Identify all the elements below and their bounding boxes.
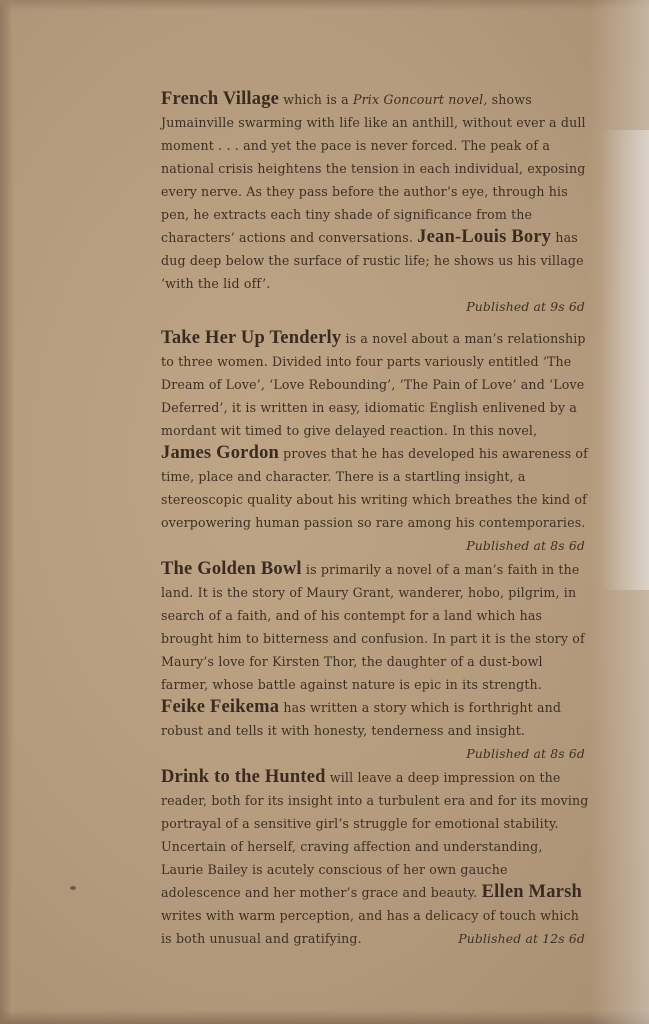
book-title: The Golden Bowl <box>161 559 302 579</box>
blurb-text-part: will leave a deep impression on the reader, both for its insight into a turbulent era and for its moving portrayal of a sensitive girl’s struggle for emotional stability. Uncertain of herself, craving affection and understanding, Laurie Bailey is acutely conscious of her own gauche adolescence and her mother’s grace and beauty. <box>161 770 589 900</box>
prize-name: Prix Goncourt novel, <box>352 92 488 107</box>
blurb-take-her-up-tenderly <box>161 327 589 557</box>
cover-bottom-edge <box>0 1010 649 1024</box>
cover-top-edge <box>0 0 649 10</box>
blurb-the-golden-bowl <box>161 558 589 765</box>
published-price: Published at 8s 6d <box>466 746 585 761</box>
blurb-text <box>161 766 589 950</box>
book-title: Take Her Up Tenderly <box>161 328 342 348</box>
paper-speck <box>70 886 76 890</box>
author-name: Feike Feikema <box>161 697 280 717</box>
blurb-text-part: which is a <box>279 92 353 107</box>
blurb-french-village <box>161 88 589 318</box>
blurb-text-part: proves that he has developed his awareness of time, place and character. There is a startling insight, a stereoscopic quality about his writing which breathes the kind of overpowering human passion so rare among his contemporaries. <box>161 446 588 530</box>
published-price: Published at 12s 6d <box>458 931 585 946</box>
author-name: James Gordon <box>161 443 280 463</box>
blurb-text-part: is primarily a novel of a man’s faith in the land. It is the story of Maury Grant, wanderer, hobo, pilgrim, in search of a faith, and of his contempt for a land which has brought him to bitterness and confusion. In part it is the story of Maury’s love for Kirsten Thor, the daughter of a dust-bowl farmer, whose battle against nature is epic in its strength. <box>161 562 585 692</box>
book-title: French Village <box>161 89 280 109</box>
blurb-text-part: has dug deep below the surface of rustic life; he shows us his village ‘with the lid off’. <box>161 230 584 291</box>
book-title: Drink to the Hunted <box>161 767 326 787</box>
blurb-drink-to-the-hunted <box>161 766 589 950</box>
plastic-glare <box>601 130 649 590</box>
author-name: Jean-Louis Bory <box>417 227 552 247</box>
author-name: Ellen Marsh <box>481 882 582 902</box>
blurb-text <box>161 558 589 761</box>
cover-left-edge <box>0 0 14 1024</box>
published-price: Published at 8s 6d <box>466 538 585 553</box>
published-price: Published at 9s 6d <box>466 299 585 314</box>
blurb-text-part: shows Jumainville swarming with life like an anthill, without ever a dull moment . . . and yet the pace is never forced. The peak of a national crisis heightens the tension in each individual, exposing every nerve. As they pass before the author’s eye, through his pen, he extracts each tiny shade of significance from the characters’ actions and conversations. <box>161 92 586 245</box>
blurb-text <box>161 88 589 295</box>
blurb-text-part: writes with warm perception, and has a delicacy of touch which is both unusual and gratifying. <box>161 908 580 946</box>
blurb-text-part: has written a story which is forthright and robust and tells it with honesty, tenderness and insight. <box>161 700 562 738</box>
blurb-text-part: is a novel about a man’s relationship to three women. Divided into four parts variously entitled ‘The Dream of Love’, ‘Love Rebounding’, ‘The Pain of Love’ and ‘Love Deferred’, it is written in easy, idiomatic English enlivened by a mordant wit timed to give delayed reaction. In this novel, <box>161 331 586 438</box>
blurb-text <box>161 327 589 553</box>
